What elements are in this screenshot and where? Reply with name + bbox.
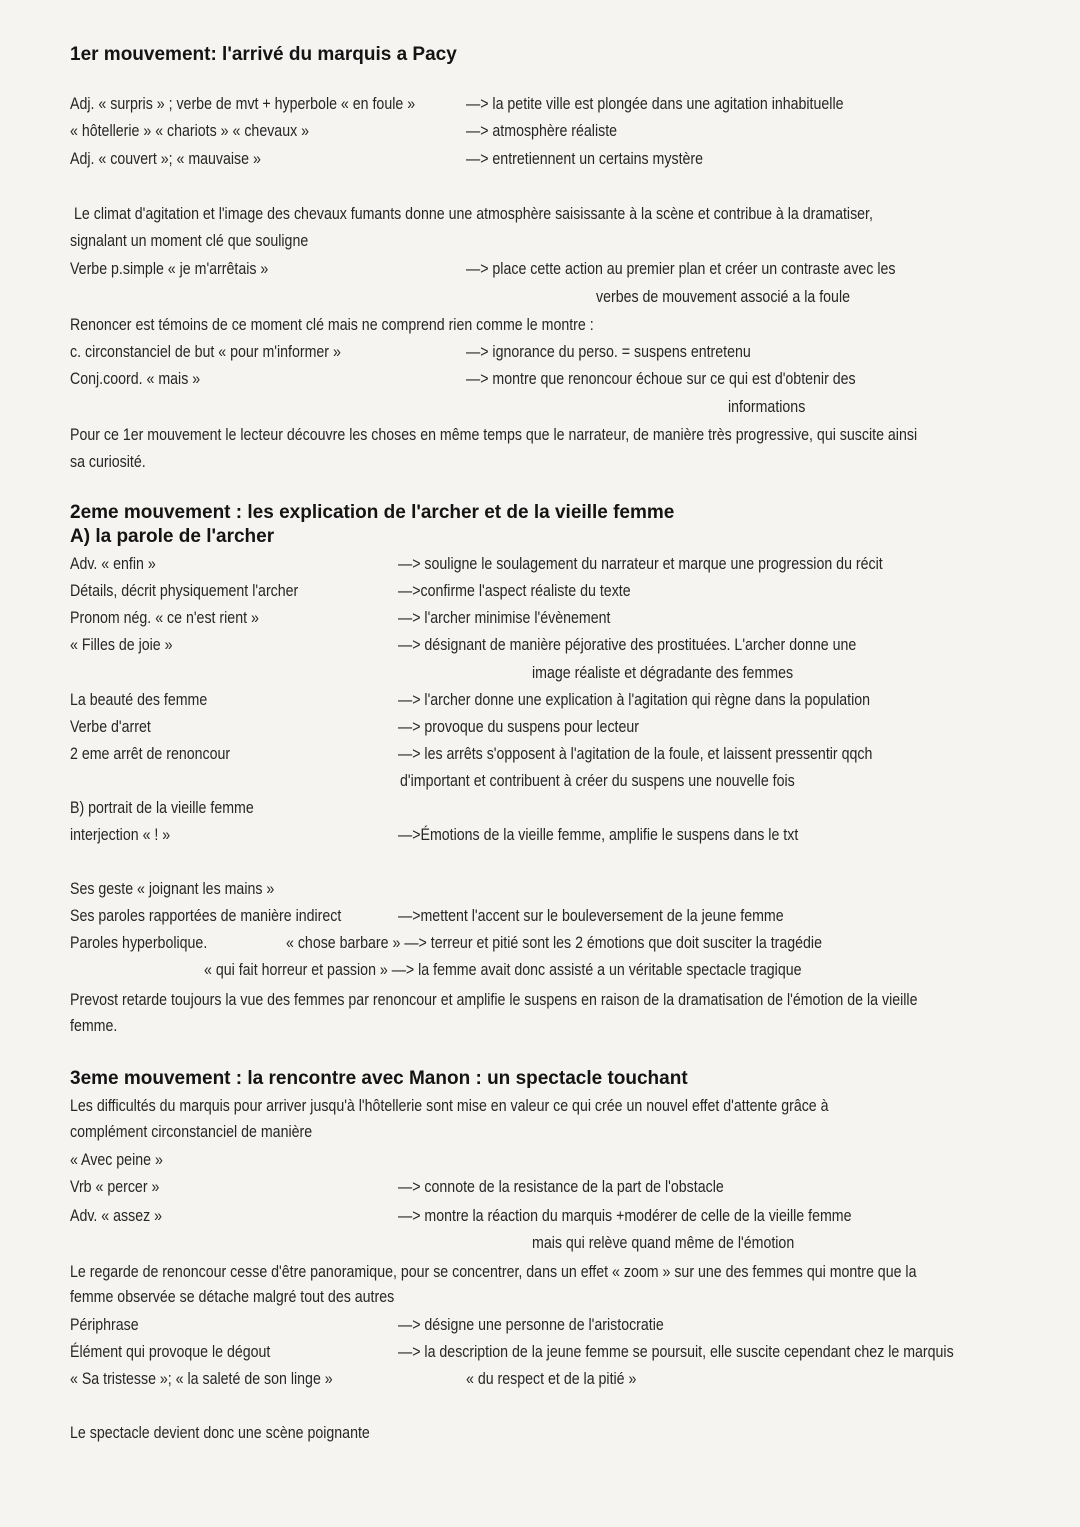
note-left: Paroles hyperbolique. xyxy=(70,934,208,952)
note-right: —> l'archer donne une explication à l'agitation qui règne dans la population xyxy=(398,691,871,709)
note-right: —> montre que renoncour échoue sur ce qui est d'obtenir des xyxy=(466,370,856,388)
paragraph-line: Les difficultés du marquis pour arriver jusqu'à l'hôtellerie sont mise en valeur ce qui crée un nouvel effet d'attente grâce à xyxy=(70,1097,829,1115)
note-right: —> entretiennent un certains mystère xyxy=(466,150,704,168)
note-line: « qui fait horreur et passion » —> la femme avait donc assisté a un véritable spectacle tragique xyxy=(204,961,802,979)
paragraph-line: Prevost retarde toujours la vue des femmes par renoncour et amplifie le suspens en raison de la dramatisation de l'émotion de la vieille xyxy=(70,991,918,1009)
paragraph-line: signalant un moment clé que souligne xyxy=(70,232,309,250)
note-left: Pronom nég. « ce n'est rient » xyxy=(70,609,259,627)
note-left: interjection « ! » xyxy=(70,826,171,844)
paragraph-line: Renoncer est témoins de ce moment clé mais ne comprend rien comme le montre : xyxy=(70,316,594,334)
note-right: —> place cette action au premier plan et créer un contraste avec les xyxy=(466,260,896,278)
note-line: Ses geste « joignant les mains » xyxy=(70,880,275,898)
paragraph-line: Le regarde de renoncour cesse d'être panoramique, pour se concentrer, dans un effet « zoom » sur une des femmes qui montre que la xyxy=(70,1263,917,1281)
note-left: Adj. « couvert »; « mauvaise » xyxy=(70,150,261,168)
note-left: Adj. « surpris » ; verbe de mvt + hyperbole « en foule » xyxy=(70,95,416,113)
note-left: Adv. « assez » xyxy=(70,1207,163,1225)
paragraph-line: femme. xyxy=(70,1017,118,1035)
note-right-continued: image réaliste et dégradante des femmes xyxy=(532,664,794,682)
note-right: —> désigne une personne de l'aristocratie xyxy=(398,1316,664,1334)
note-right-continued: d'important et contribuent à créer du suspens une nouvelle fois xyxy=(400,772,795,790)
note-left: Verbe p.simple « je m'arrêtais » xyxy=(70,260,269,278)
note-left: c. circonstanciel de but « pour m'informer » xyxy=(70,343,341,361)
section-title-mouvement-1: 1er mouvement: l'arrivé du marquis a Pacy xyxy=(70,44,457,65)
note-right: —> connote de la resistance de la part de l'obstacle xyxy=(398,1178,724,1196)
note-left: Élément qui provoque le dégout xyxy=(70,1343,271,1361)
note-right: —> atmosphère réaliste xyxy=(466,122,618,140)
note-right: « chose barbare » —> terreur et pitié sont les 2 émotions que doit susciter la tragédie xyxy=(286,934,822,952)
note-left: La beauté des femme xyxy=(70,691,208,709)
note-left: « hôtellerie » « chariots » « chevaux » xyxy=(70,122,310,140)
subsection-title-b: B) portrait de la vieille femme xyxy=(70,799,254,817)
paragraph-line: sa curiosité. xyxy=(70,453,146,471)
note-right: —> provoque du suspens pour lecteur xyxy=(398,718,639,736)
note-left: Ses paroles rapportées de manière indirect xyxy=(70,907,342,925)
note-right: —> la description de la jeune femme se poursuit, elle suscite cependant chez le marquis xyxy=(398,1343,954,1361)
note-left: 2 eme arrêt de renoncour xyxy=(70,745,231,763)
note-right-continued: verbes de mouvement associé a la foule xyxy=(596,288,850,306)
note-right-continued: informations xyxy=(728,398,806,416)
note-left: Adv. « enfin » xyxy=(70,555,156,573)
note-right: —>confirme l'aspect réaliste du texte xyxy=(398,582,631,600)
note-left: « Filles de joie » xyxy=(70,636,173,654)
note-right: —>Émotions de la vieille femme, amplifie le suspens dans le txt xyxy=(398,826,799,844)
note-right: —> désignant de manière péjorative des prostituées. L'archer donne une xyxy=(398,636,857,654)
conclusion-line: Le spectacle devient donc une scène poignante xyxy=(70,1424,370,1442)
note-right: —> la petite ville est plongée dans une agitation inhabituelle xyxy=(466,95,844,113)
note-left: « Sa tristesse »; « la saleté de son linge » xyxy=(70,1370,333,1388)
note-left: Périphrase xyxy=(70,1316,139,1334)
note-right: —> montre la réaction du marquis +modérer de celle de la vieille femme xyxy=(398,1207,852,1225)
note-right: « du respect et de la pitié » xyxy=(466,1370,637,1388)
note-right: —>mettent l'accent sur le bouleversement de la jeune femme xyxy=(398,907,784,925)
section-title-mouvement-2: 2eme mouvement : les explication de l'archer et de la vieille femme xyxy=(70,502,675,523)
note-left: Verbe d'arret xyxy=(70,718,151,736)
paragraph-line: Le climat d'agitation et l'image des chevaux fumants donne une atmosphère saisissante à la scène et contribue à la dramatiser, xyxy=(74,205,873,223)
note-right: —> ignorance du perso. = suspens entretenu xyxy=(466,343,751,361)
note-left: Vrb « percer » xyxy=(70,1178,160,1196)
note-right: —> souligne le soulagement du narrateur et marque une progression du récit xyxy=(398,555,883,573)
note-line: « Avec peine » xyxy=(70,1151,163,1169)
paragraph-line: complément circonstanciel de manière xyxy=(70,1123,313,1141)
note-right: —> les arrêts s'opposent à l'agitation de la foule, et laissent pressentir qqch xyxy=(398,745,873,763)
subsection-title-a: A) la parole de l'archer xyxy=(70,526,275,547)
note-left: Conj.coord. « mais » xyxy=(70,370,201,388)
paragraph-line: femme observée se détache malgré tout des autres xyxy=(70,1288,395,1306)
note-left: Détails, décrit physiquement l'archer xyxy=(70,582,299,600)
note-right: —> l'archer minimise l'évènement xyxy=(398,609,611,627)
paragraph-line: Pour ce 1er mouvement le lecteur découvre les choses en même temps que le narrateur, de manière très progressive, qui suscite ainsi xyxy=(70,426,918,444)
note-right-continued: mais qui relève quand même de l'émotion xyxy=(532,1234,795,1252)
section-title-mouvement-3: 3eme mouvement : la rencontre avec Manon : un spectacle touchant xyxy=(70,1068,688,1089)
